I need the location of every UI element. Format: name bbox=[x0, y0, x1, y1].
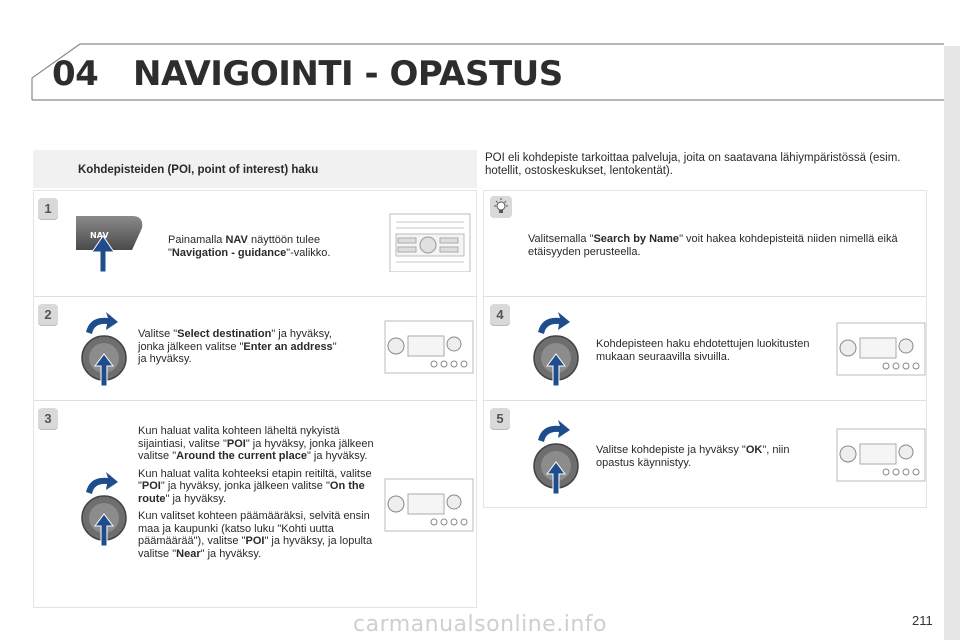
poi-intro: POI eli kohdepiste tarkoittaa palveluja, joita on saatavana lähiympäristössä (esim. hotellit, ostoskeskukset, lentokentät). bbox=[485, 152, 901, 177]
step3-paragraph: Kun haluat valita kohteeksi etapin reitiltä, valitse "POI" ja hyväksy, jonka jälkeen valitse "On the route" ja hyväksy. bbox=[138, 467, 372, 505]
page-number: 211 bbox=[912, 613, 933, 628]
side-tab-bar bbox=[944, 46, 960, 640]
step-number-2: 2 bbox=[38, 304, 58, 326]
step-number-1: 1 bbox=[38, 198, 58, 220]
knob-press-illustration bbox=[528, 418, 588, 494]
step-number-4: 4 bbox=[490, 304, 510, 326]
step-number-3: 3 bbox=[38, 408, 58, 430]
divider bbox=[33, 296, 477, 297]
radio-panel-illustration bbox=[384, 320, 474, 374]
lightbulb-icon bbox=[490, 196, 512, 218]
step5-text: Valitse kohdepiste ja hyväksy "OK", niin opastus käynnistyy. bbox=[596, 444, 790, 469]
step3-text bbox=[138, 425, 378, 565]
step-number-5: 5 bbox=[490, 408, 510, 430]
page-title: NAVIGOINTI - OPASTUS bbox=[133, 54, 563, 94]
step4-text: Kohdepisteen haku ehdotettujen luokitusten mukaan seuraavilla sivuilla. bbox=[596, 338, 810, 363]
tip-text: Valitsemalla "Search by Name" voit hakea kohdepisteitä niiden nimellä eikä etäisyyden perusteella. bbox=[528, 233, 898, 258]
step1-text: Painamalla NAV näyttöön tulee "Navigation - guidance"-valikko. bbox=[168, 234, 331, 259]
step3-paragraph: Kun haluat valita kohteen läheltä nykyistä sijaintiasi, valitse "POI" ja hyväksy, jonka jälkeen valitse "Around the current place" ja hyväksy. bbox=[138, 425, 374, 462]
knob-press-illustration bbox=[76, 470, 136, 546]
svg-text:NAV: NAV bbox=[90, 231, 109, 240]
radio-panel-illustration bbox=[384, 478, 474, 532]
knob-press-illustration bbox=[76, 310, 136, 386]
divider bbox=[33, 400, 477, 401]
divider bbox=[483, 400, 927, 401]
radio-panel-illustration bbox=[836, 428, 926, 482]
knob-press-illustration bbox=[528, 310, 588, 386]
step3-paragraph: Kun valitset kohteen päämääräksi, selvitä ensin maa ja kaupunki (katso luku "Kohti uutta päämäärää"), valitse "POI" ja hyväksy, ja lopulta valitse "Near" ja hyväksy. bbox=[138, 510, 373, 560]
radio-panel-illustration bbox=[836, 322, 926, 376]
radio-unit-illustration bbox=[388, 210, 472, 272]
poi-heading: Kohdepisteiden (POI, point of interest) haku bbox=[78, 164, 319, 176]
step2-text: Valitse "Select destination" ja hyväksy, jonka jälkeen valitse "Enter an address" ja hyväksy. bbox=[138, 328, 337, 365]
watermark: carmanualsonline.info bbox=[353, 612, 607, 637]
divider bbox=[483, 296, 927, 297]
chapter-number: 04 bbox=[52, 54, 99, 94]
nav-button-illustration bbox=[72, 210, 150, 276]
